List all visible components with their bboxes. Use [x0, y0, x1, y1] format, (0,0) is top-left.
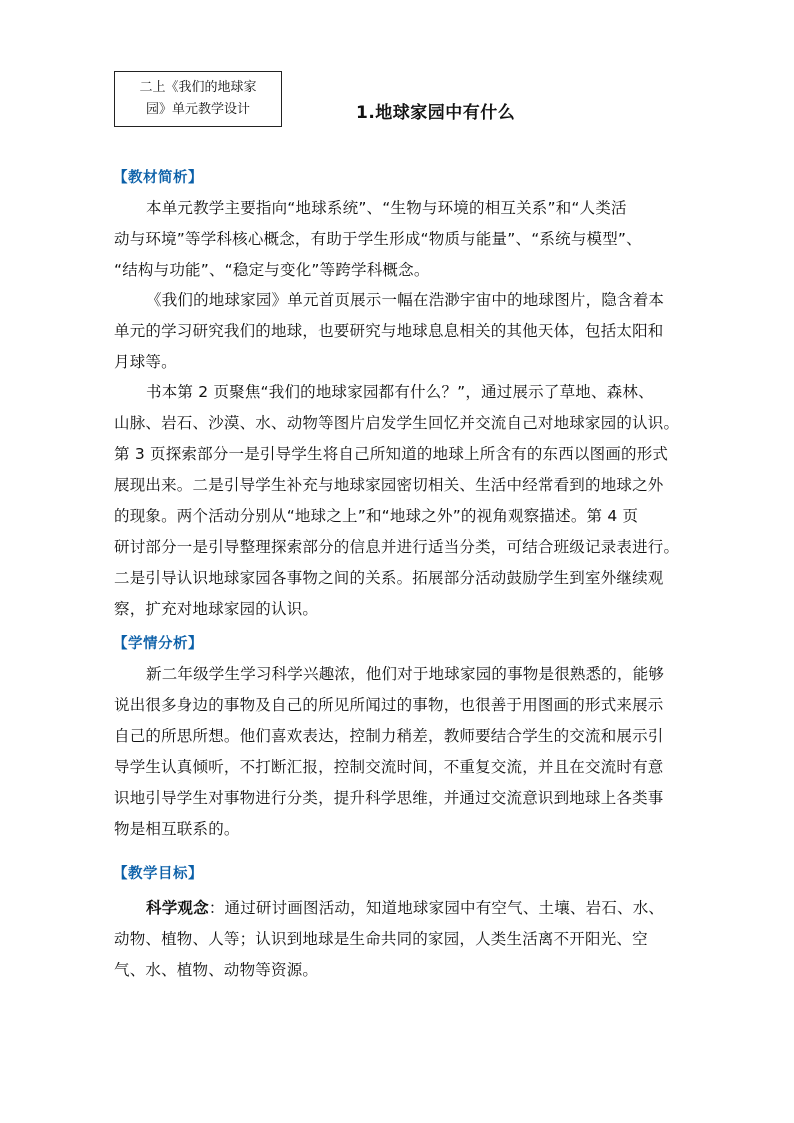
text-line: 的现象。两个活动分别从“地球之上”和“地球之外”的视角观察描述。第 4 页 [114, 507, 639, 525]
document-title: 1.地球家园中有什么 [356, 103, 516, 123]
text-line: 单元的学习研究我们的地球，也要研究与地球息息相关的其他天体，包括太阳和 [114, 322, 664, 340]
text-line: 自己的所思所想。他们喜欢表达，控制力稍差，教师要结合学生的交流和展示引 [114, 727, 664, 745]
text-line: 察，扩充对地球家园的认识。 [114, 600, 319, 618]
section-heading-textbook: 【教材简析】 [113, 170, 203, 186]
text-line: 物是相互联系的。 [114, 820, 240, 838]
goals-paragraph [114, 893, 694, 986]
text-line: 导学生认真倾听，不打断汇报，控制交流时间，不重复交流，并且在交流时有意 [114, 758, 664, 776]
text-line: “结构与功能”、“稳定与变化”等跨学科概念。 [114, 261, 430, 279]
text-line: 山脉、岩石、沙漠、水、动物等图片启发学生回忆并交流自己对地球家园的认识。 [114, 414, 680, 432]
text-line: 《我们的地球家园》单元首页展示一幅在浩渺宇宙中的地球图片，隐含着本 [146, 291, 665, 309]
text-line [114, 893, 694, 924]
text-line: 月球等。 [114, 353, 177, 371]
text-line: 说出很多身边的事物及自己的所见所闻过的事物，也很善于用图画的形式来展示 [114, 696, 664, 714]
unit-label-line-2: 园》单元教学设计 [145, 102, 250, 117]
science-concept-label: 科学观念 [146, 899, 209, 917]
text-line: 识地引导学生对事物进行分类，提升科学思维，并通过交流意识到地球上各类事 [114, 789, 664, 807]
text-line: 动与环境”等学科核心概念，有助于学生形成“物质与能量”、“系统与模型”、 [114, 230, 642, 248]
text-line: 书本第 2 页聚焦“我们的地球家园都有什么？”，通过展示了草地、森林、 [146, 383, 654, 401]
text-line: 本单元教学主要指向“地球系统”、“生物与环境的相互关系”和“人类活 [146, 199, 627, 217]
text-line: 动物、植物、人等；认识到地球是生命共同的家园，人类生活离不开阳光、空 [114, 930, 648, 948]
goals-first-line: ：通过研讨画图活动，知道地球家园中有空气、土壤、岩石、水、 [208, 899, 665, 917]
unit-label-box [114, 71, 282, 127]
textbook-paragraph-1 [114, 193, 694, 286]
textbook-paragraph-3 [114, 377, 694, 625]
section-heading-learner: 【学情分析】 [113, 636, 203, 652]
text-line: 研讨部分一是引导整理探索部分的信息并进行适当分类，可结合班级记录表进行。 [114, 538, 680, 556]
unit-label-line-1: 二上《我们的地球家 [139, 80, 257, 95]
text-line: 展现出来。二是引导学生补充与地球家园密切相关、生活中经常看到的地球之外 [114, 476, 664, 494]
text-line: 气、水、植物、动物等资源。 [114, 961, 319, 979]
text-line: 新二年级学生学习科学兴趣浓，他们对于地球家园的事物是很熟悉的，能够 [146, 665, 665, 683]
text-line: 二是引导认识地球家园各事物之间的关系。拓展部分活动鼓励学生到室外继续观 [114, 569, 664, 587]
textbook-paragraph-2 [114, 285, 694, 378]
text-line: 第 3 页探索部分一是引导学生将自己所知道的地球上所含有的东西以图画的形式 [114, 445, 669, 463]
learner-paragraph [114, 659, 694, 845]
section-heading-goals: 【教学目标】 [113, 866, 203, 882]
